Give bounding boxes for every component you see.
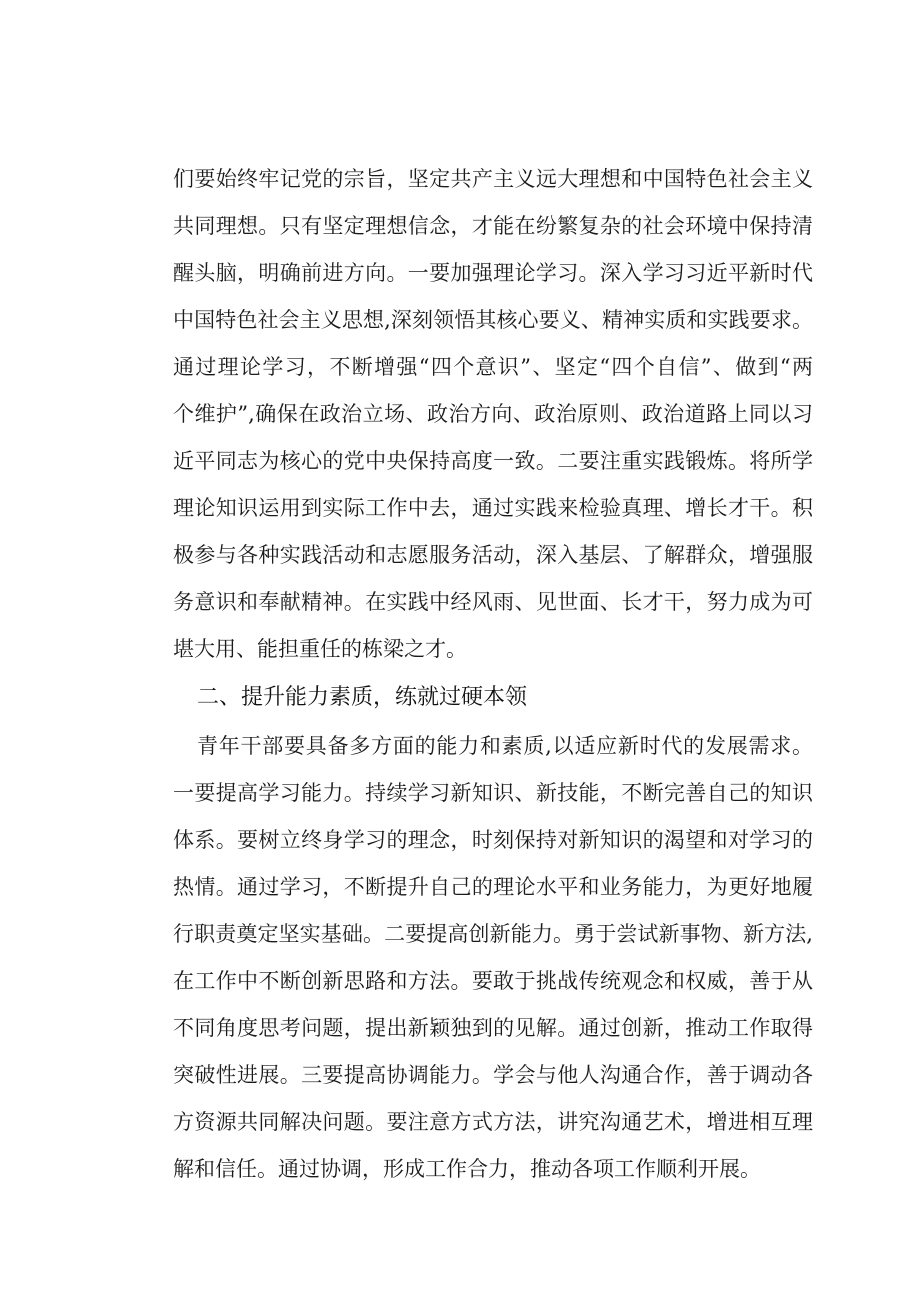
paragraph-line: 在工作中不断创新思路和方法。要敢于挑战传统观念和权威，善于从 (173, 969, 813, 993)
paragraph-line: 方资源共同解决问题。要注意方式方法，讲究沟通艺术，增进相互理 (173, 1110, 813, 1134)
paragraph-line: 个维护”,确保在政治立场、政治方向、政治原则、政治道路上同以习 (173, 402, 813, 426)
paragraph-line: 醒头脑，明确前进方向。一要加强理论学习。深入学习习近平新时代 (173, 261, 813, 285)
paragraph-line: 极参与各种实践活动和志愿服务活动，深入基层、了解群众，增强服 (173, 543, 813, 567)
paragraph-line: 一要提高学习能力。持续学习新知识、新技能，不断完善自己的知识 (173, 781, 813, 805)
paragraph-abilities (173, 723, 813, 1193)
paragraph-ideals (173, 156, 813, 673)
paragraph-line: 共同理想。只有坚定理想信念，才能在纷繁复杂的社会环境中保持清 (173, 214, 813, 238)
paragraph-line: 不同角度思考问题，提出新颖独到的见解。通过创新，推动工作取得 (173, 1016, 813, 1040)
section-heading: 二、提升能力素质，练就过硬本领 (197, 685, 528, 710)
document-body (173, 156, 813, 1193)
paragraph-line: 堪大用、能担重任的栋梁之才。 (173, 637, 467, 661)
paragraph-line: 行职责奠定坚实基础。二要提高创新能力。勇于尝试新事物、新方法, (173, 922, 813, 946)
paragraph-line: 务意识和奉献精神。在实践中经风雨、见世面、长才干，努力成为可 (173, 590, 813, 614)
paragraph-line: 理论知识运用到实际工作中去，通过实践来检验真理、增长才干。积 (173, 496, 813, 520)
paragraph-line: 热情。通过学习，不断提升自己的理论水平和业务能力，为更好地履 (173, 875, 813, 899)
paragraph-line: 近平同志为核心的党中央保持高度一致。二要注重实践锻炼。将所学 (173, 449, 813, 473)
paragraph-line: 突破性进展。三要提高协调能力。学会与他人沟通合作，善于调动各 (173, 1063, 813, 1087)
paragraph-line: 解和信任。通过协调，形成工作合力，推动各项工作顺利开展。 (173, 1157, 761, 1181)
paragraph-line: 中国特色社会主义思想,深刻领悟其核心要义、精神实质和实践要求。 (173, 308, 813, 332)
paragraph-line: 们要始终牢记党的宗旨，坚定共产主义远大理想和中国特色社会主义 (173, 167, 813, 191)
paragraph-line: 通过理论学习，不断增强“四个意识”、坚定“四个自信”、做到“两 (173, 355, 813, 379)
paragraph-line: 体系。要树立终身学习的理念，时刻保持对新知识的渴望和对学习的 (173, 828, 813, 852)
paragraph-line: 青年干部要具备多方面的能力和素质,以适应新时代的发展需求。 (197, 734, 813, 758)
